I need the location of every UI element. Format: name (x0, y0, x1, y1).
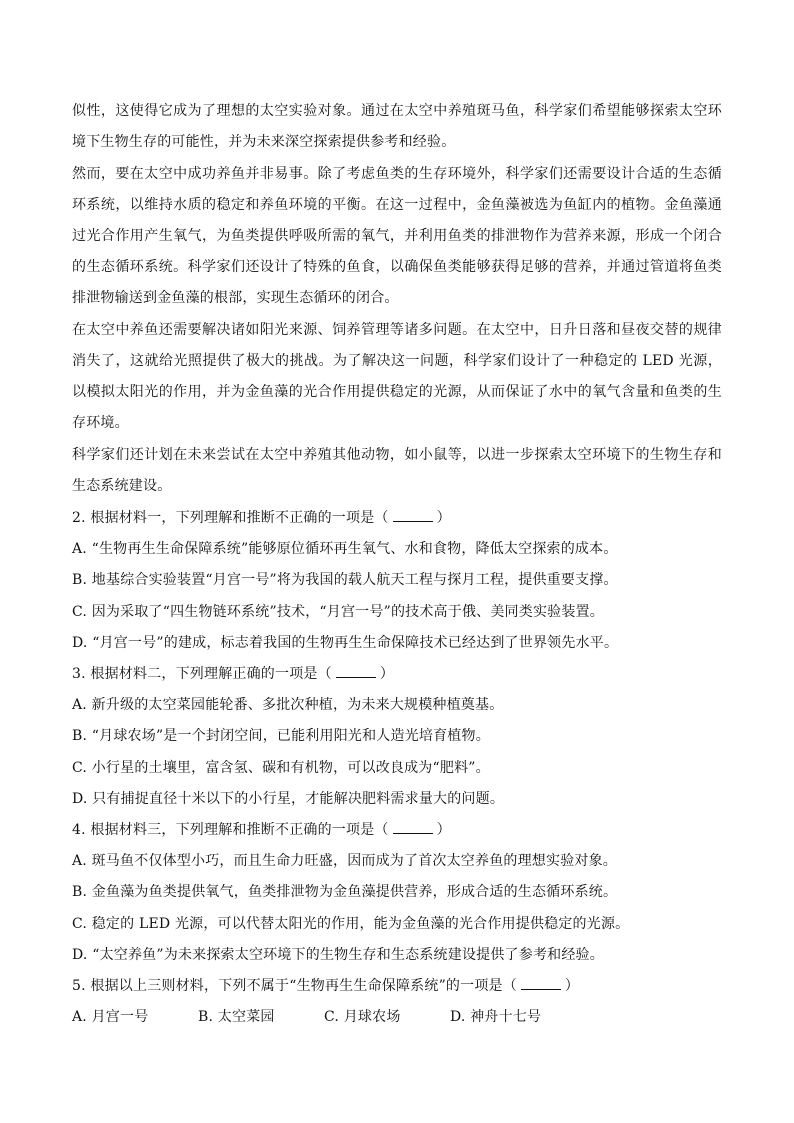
question-3-stem (72, 659, 722, 690)
question-4-stem-text: 4. 根据材料三，下列理解和推断不正确的一项是（ (72, 822, 389, 839)
question-4-stem-close: ） (436, 822, 451, 839)
question-3-option-d: D. 只有捕捉直径十米以下的小行星，才能解决肥料需求量大的问题。 (72, 790, 505, 807)
question-2-option-a: A. “生物再生生命保障系统”能够原位循环再生氧气、水和食物，降低太空探索的成本。 (72, 541, 618, 558)
question-2-answer-blank[interactable] (393, 507, 433, 522)
question-5-option-d: D. 神舟十七号 (450, 1009, 542, 1026)
question-3-option-c: C. 小行星的土壤里，富含氢、碳和有机物，可以改良成为“肥料”。 (72, 759, 490, 776)
passage-paragraph-2: 然而，要在太空中成功养鱼并非易事。除了考虑鱼类的生存环境外，科学家们还需要设计合适的生态循环系统，以维持水质的稳定和养鱼环境的平衡。在这一过程中，金鱼藻被选为鱼缸内的植物。金鱼藻通过光合作用产生氧气，为鱼类提供呼吸所需的氧气，并利用鱼类的排泄物作为营养来源，形成一个闭合的生态循环系统。科学家们还设计了特殊的鱼食，以确保鱼类能够获得足够的营养，并通过管道将鱼类排泄物输送到金鱼藻的根部，实现生态循环的闭合。 (72, 166, 722, 306)
question-3-stem-close: ） (379, 666, 395, 683)
question-4-option-a: A. 斑马鱼不仅体型小巧，而且生命力旺盛，因而成为了首次太空养鱼的理想实验对象。 (72, 853, 618, 870)
question-4-stem (72, 815, 722, 846)
question-2-stem (72, 503, 722, 534)
question-2-stem-close: ） (436, 510, 451, 526)
question-3-answer-blank[interactable] (336, 663, 376, 678)
question-5-option-a: A. 月宫一号 (72, 1009, 149, 1026)
question-4-option-d: D. “太空养鱼”为未来探索太空环境下的生物生存和生态系统建设提供了参考和经验。 (72, 946, 604, 963)
question-3-option-a: A. 新升级的太空菜园能轮番、多批次种植，为未来大规模种植奠基。 (72, 697, 504, 714)
question-3-stem-text: 3. 根据材料二，下列理解正确的一项是（ (72, 666, 332, 683)
question-3-option-b: B. “月球农场”是一个封闭空间，已能利用阳光和人造光培育植物。 (72, 728, 490, 745)
exam-page (72, 96, 722, 1033)
question-5-answer-blank[interactable] (521, 975, 561, 990)
question-2-option-c: C. 因为采取了“四生物链环系统”技术，“月宫一号”的技术高于俄、美同类实验装置。 (72, 603, 604, 620)
question-2-stem-text: 2. 根据材料一，下列理解和推断不正确的一项是（ (72, 510, 389, 526)
question-5-stem-text: 5. 根据以上三则材料，下列不属于“生物再生生命保障系统”的一项是（ (72, 978, 517, 995)
question-5-options (72, 1002, 722, 1033)
question-5-stem (72, 971, 722, 1002)
passage-paragraph-4: 科学家们还计划在未来尝试在太空中养殖其他动物，如小鼠等，以进一步探索太空环境下的生物生存和生态系统建设。 (72, 447, 722, 494)
question-2-option-b: B. 地基综合实验装置“月宫一号”将为我国的载人航天工程与探月工程，提供重要支撑。 (72, 572, 618, 589)
passage-paragraph-1: 似性，这使得它成为了理想的太空实验对象。通过在太空中养殖斑马鱼，科学家们希望能够探索太空环境下生物生存的可能性，并为未来深空探索提供参考和经验。 (72, 103, 722, 150)
question-5-option-c: C. 月球农场 (324, 1009, 401, 1026)
question-4-option-c: C. 稳定的 LED 光源，可以代替太阳光的作用，能为金鱼藻的光合作用提供稳定的光源。 (72, 915, 630, 932)
question-5-stem-close: ） (564, 978, 580, 995)
question-2-option-d: D. “月宫一号”的建成，标志着我国的生物再生生命保障技术已经达到了世界领先水平。 (72, 634, 619, 651)
question-4-option-b: B. 金鱼藻为鱼类提供氧气，鱼类排泄物为金鱼藻提供营养，形成合适的生态循环系统。 (72, 884, 618, 901)
question-5-option-b: B. 太空菜园 (198, 1009, 275, 1026)
question-4-answer-blank[interactable] (393, 819, 433, 834)
passage-paragraph-3: 在太空中养鱼还需要解决诸如阳光来源、饲养管理等诸多问题。在太空中，日升日落和昼夜交替的规律消失了，这就给光照提供了极大的挑战。为了解决这一问题，科学家们设计了一种稳定的 LED 光源，以模拟太阳光的作用，并为金鱼藻的光合作用提供稳定的光源，从而保证了水中的氧气含量和鱼类的生存环境。 (72, 322, 722, 431)
